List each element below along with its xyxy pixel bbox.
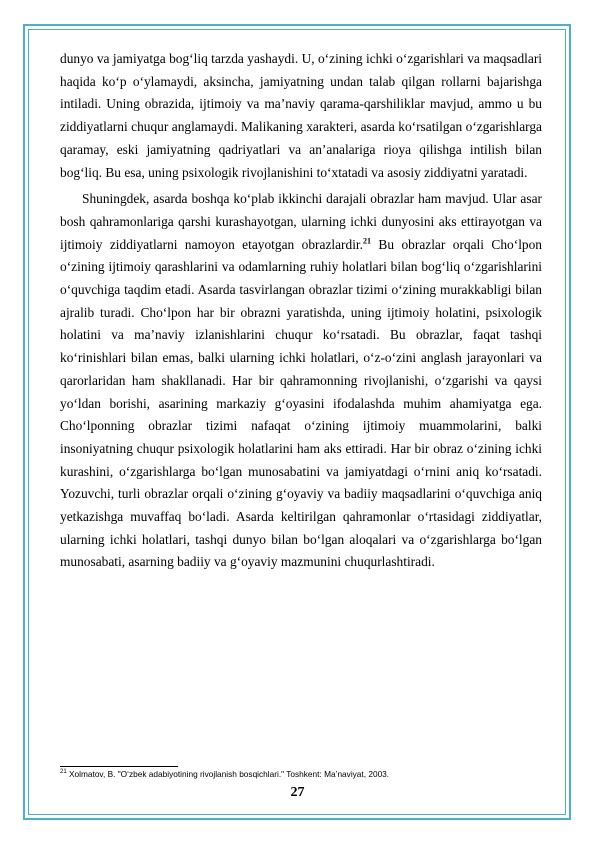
paragraph-text: Shuningdek, asarda boshqa ko‘plab ikkinchi darajali obrazlar ham mavjud. Ular asar bosh qahramonlariga qarshi kurashayotgan, ularning ichki dunyosini aks ettirayotgan va ijtimoiy ziddiyatlarni namoyon etayotgan obrazlardir. xyxy=(60,191,542,252)
footnote-reference[interactable]: 21 xyxy=(363,236,371,246)
footnote-separator xyxy=(60,766,178,767)
footnote-number: 21 xyxy=(60,769,67,776)
body-paragraph xyxy=(60,188,542,574)
body-paragraph: dunyo va jamiyatga bog‘liq tarzda yashaydi. U, o‘zining ichki o‘zgarishlari va maqsadlari haqida ko‘p o‘ylamaydi, aksincha, jamiyatning undan talab qilgan rollarni bajarishga intiladi. Uning obrazida, ijtimoiy va ma’naviy qarama-qarshiliklar mavjud, ammo u bu ziddiyatlarni chuqur anglamaydi. Malikaning xarakteri, asarda ko‘rsatilgan o‘zgarishlarga qaramay, eski jamiyatning qadriyatlari va an’analariga rioya qilishga intilish bilan bog‘liq. Bu esa, uning psixologik rivojlanishini to‘xtatadi va asosiy ziddiyatni yaratadi. xyxy=(60,51,542,180)
footnote xyxy=(60,769,540,779)
page-content xyxy=(60,48,542,574)
page-number: 27 xyxy=(290,785,305,800)
paragraph-text: Bu obrazlar orqali Cho‘lpon o‘zining ijtimoiy qarashlarini va odamlarning ruhiy holatlari bilan bog‘liq o‘zgarishlarini o‘quvchiga taqdim etadi. Asarda tasvirlangan obrazlar tizimi o‘zining murakkabligi bilan ajralib turadi. Cho‘lpon har bir obrazni yaratishda, uning ijtimoiy holatini, psixologik holatini va ma’naviy izlanishlarini chuqur ko‘rsatadi. Bu obrazlar, faqat tashqi ko‘rinishlari bilan emas, balki ularning ichki holatlari, o‘z-o‘zini anglash jarayonlari va qarorlaridan ham shakllanadi. Har bir qahramonning rivojlanishi, o‘zgarishi va qaysi yo‘ldan borishi, asarining markaziy g‘oyasini ifodalashda muhim ahamiyatga ega. Cho‘lponning obrazlar tizimi nafaqat o‘zining ijtimoiy muammolarini, balki insoniyatning chuqur psixologik holatlarini ham aks ettiradi. Har bir obraz o‘zining ichki kurashini, o‘zgarishlarga bo‘lgan munosabatini va jamiyatdagi o‘rnini aniq ko‘rsatadi. Yozuvchi, turli obrazlar orqali o‘zining g‘oyaviy va badiiy maqsadlarini o‘quvchiga aniq yetkazishga muvaffaq bo‘ladi. Asarda keltirilgan qahramonlar o‘rtasidagi ziddiyatlar, ularning ichki holatlari, tashqi dunyo bilan bo‘lgan aloqalari va o‘zgarishlarga bo‘lgan munosabati, asarning badiiy va g‘oyaviy mazmunini chuqurlashtiradi. xyxy=(60,236,542,570)
footnote-text: Xolmatov, B. "O‘zbek adabiyotining rivojlanish bosqichlari." Toshkent: Ma’naviyat, 2003. xyxy=(66,769,390,779)
